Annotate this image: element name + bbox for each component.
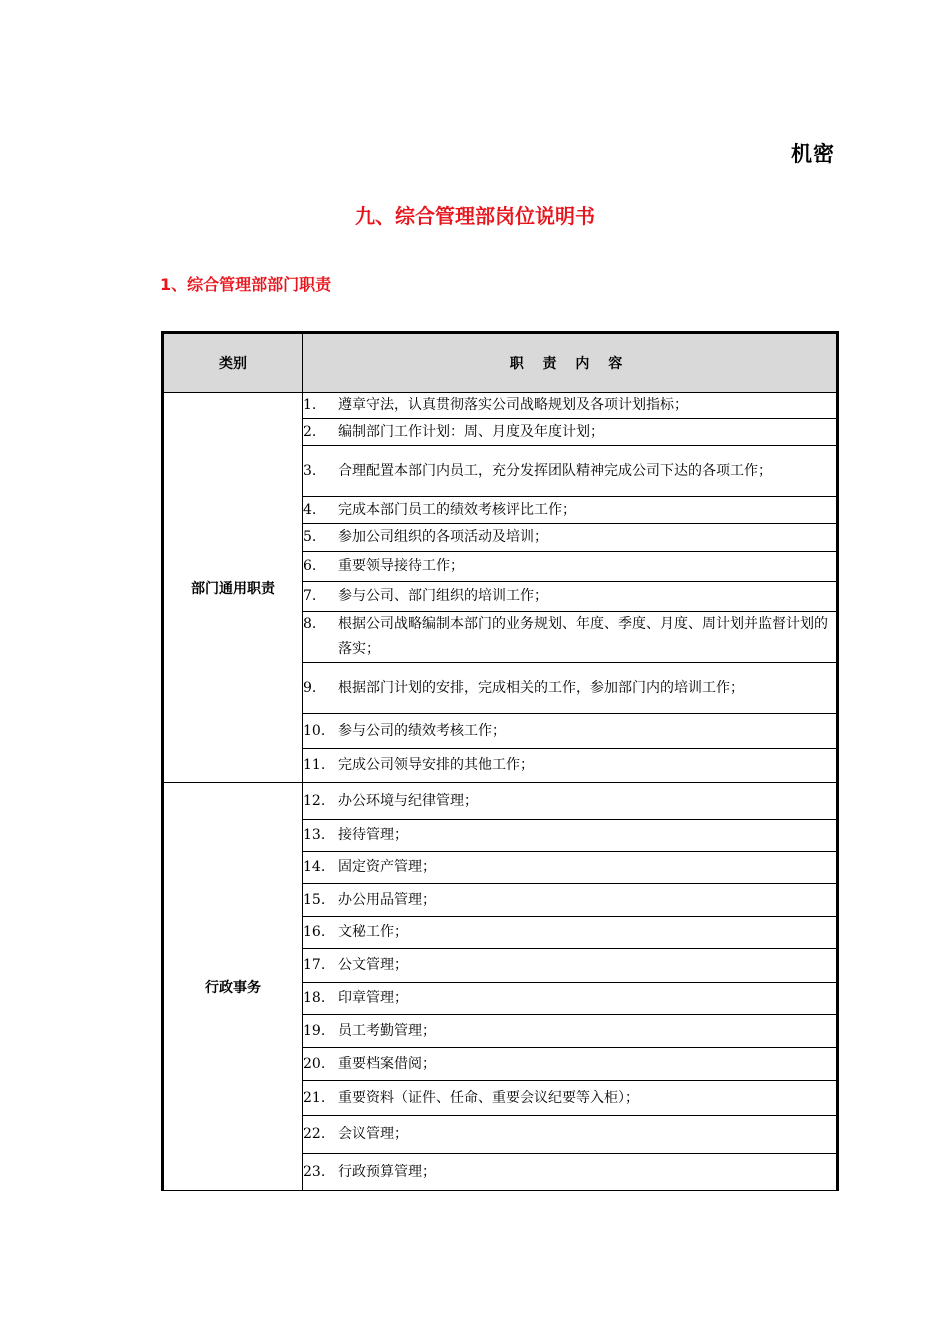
duty-text: 印章管理； <box>338 990 408 1006</box>
table-header-row <box>163 333 838 393</box>
duty-item <box>303 1081 838 1116</box>
duty-text: 遵章守法，认真贯彻落实公司战略规划及各项计划指标； <box>338 397 688 413</box>
duty-text: 根据部门计划的安排，完成相关的工作，参加部门内的培训工作； <box>338 679 744 696</box>
duty-item <box>303 949 838 983</box>
duty-item <box>303 852 838 884</box>
duty-number: 14. <box>303 859 326 875</box>
duty-item <box>303 1015 838 1048</box>
duty-text: 完成本部门员工的绩效考核评比工作； <box>338 501 576 518</box>
duty-text: 参与公司的绩效考核工作； <box>338 722 506 739</box>
duty-text: 办公用品管理； <box>338 891 436 908</box>
duty-number: 8. <box>303 616 317 632</box>
header-content: 职 责 内 容 <box>303 333 838 393</box>
duty-number: 12. <box>303 792 326 809</box>
duty-text: 会议管理； <box>338 1126 408 1142</box>
duty-text: 行政预算管理； <box>338 1163 436 1180</box>
duty-text: 办公环境与纪律管理； <box>338 792 478 809</box>
duty-item <box>303 983 838 1015</box>
duty-number: 23. <box>303 1163 326 1180</box>
duty-item <box>303 749 838 783</box>
duty-item <box>303 714 838 749</box>
duty-number: 3. <box>303 462 317 479</box>
duty-item <box>303 1116 838 1154</box>
duty-number: 13. <box>303 827 326 843</box>
category-cell: 部门通用职责 <box>163 393 303 783</box>
duty-number: 20. <box>303 1055 326 1072</box>
section-title: 1、综合管理部部门职责 <box>160 275 332 294</box>
duty-number: 16. <box>303 924 326 940</box>
duty-number: 11. <box>303 757 326 773</box>
duty-item <box>303 663 838 714</box>
duty-number: 21. <box>303 1089 326 1106</box>
duty-number: 4. <box>303 501 317 518</box>
category-cell: 行政事务 <box>163 783 303 1191</box>
duty-item <box>303 1048 838 1081</box>
duty-text: 重要资料（证件、任命、重要会议纪要等入柜）； <box>338 1089 639 1106</box>
duty-number: 15. <box>303 891 326 908</box>
duty-item <box>303 552 838 582</box>
duty-text: 公文管理； <box>338 957 408 973</box>
duty-text: 重要领导接待工作； <box>338 558 464 574</box>
duty-text: 文秘工作； <box>338 924 408 940</box>
duty-item <box>303 393 838 419</box>
duties-table <box>161 331 839 1191</box>
duty-number: 2. <box>303 423 317 440</box>
duty-item <box>303 820 838 852</box>
duty-text: 编制部门工作计划：周、月度及年度计划； <box>338 423 604 440</box>
duty-item <box>303 783 838 820</box>
duty-text: 重要档案借阅； <box>338 1055 436 1072</box>
table-row <box>163 783 838 820</box>
duty-item <box>303 582 838 612</box>
duty-text: 根据公司战略编制本部门的业务规划、年度、季度、月度、周计划并监督计划的落实； <box>338 616 828 657</box>
confidential-label: 机密 <box>791 142 835 166</box>
duty-number: 9. <box>303 679 317 696</box>
duty-text: 合理配置本部门内员工，充分发挥团队精神完成公司下达的各项工作； <box>338 462 772 479</box>
duty-text: 固定资产管理； <box>338 859 436 875</box>
duty-number: 18. <box>303 990 326 1006</box>
duty-number: 1. <box>303 397 317 413</box>
duty-number: 22. <box>303 1126 326 1142</box>
table-row <box>163 393 838 419</box>
duty-text: 参与公司、部门组织的培训工作； <box>338 588 548 604</box>
duty-number: 17. <box>303 957 326 973</box>
duty-text: 接待管理； <box>338 827 408 843</box>
duty-item <box>303 524 838 552</box>
duty-text: 完成公司领导安排的其他工作； <box>338 757 534 773</box>
duty-item <box>303 612 838 663</box>
header-category: 类别 <box>163 333 303 393</box>
duty-number: 19. <box>303 1022 326 1039</box>
duty-item <box>303 419 838 446</box>
duties-body <box>163 393 838 1191</box>
duty-item <box>303 884 838 917</box>
duty-item <box>303 446 838 497</box>
duty-text: 员工考勤管理； <box>338 1022 436 1039</box>
duty-item <box>303 1154 838 1191</box>
duty-number: 7. <box>303 588 317 604</box>
duty-number: 6. <box>303 558 317 574</box>
document-title: 九、综合管理部岗位说明书 <box>355 204 595 228</box>
duty-number: 5. <box>303 529 317 545</box>
duty-item <box>303 917 838 949</box>
duty-text: 参加公司组织的各项活动及培训； <box>338 529 548 545</box>
duty-item <box>303 497 838 524</box>
duty-number: 10. <box>303 722 326 739</box>
